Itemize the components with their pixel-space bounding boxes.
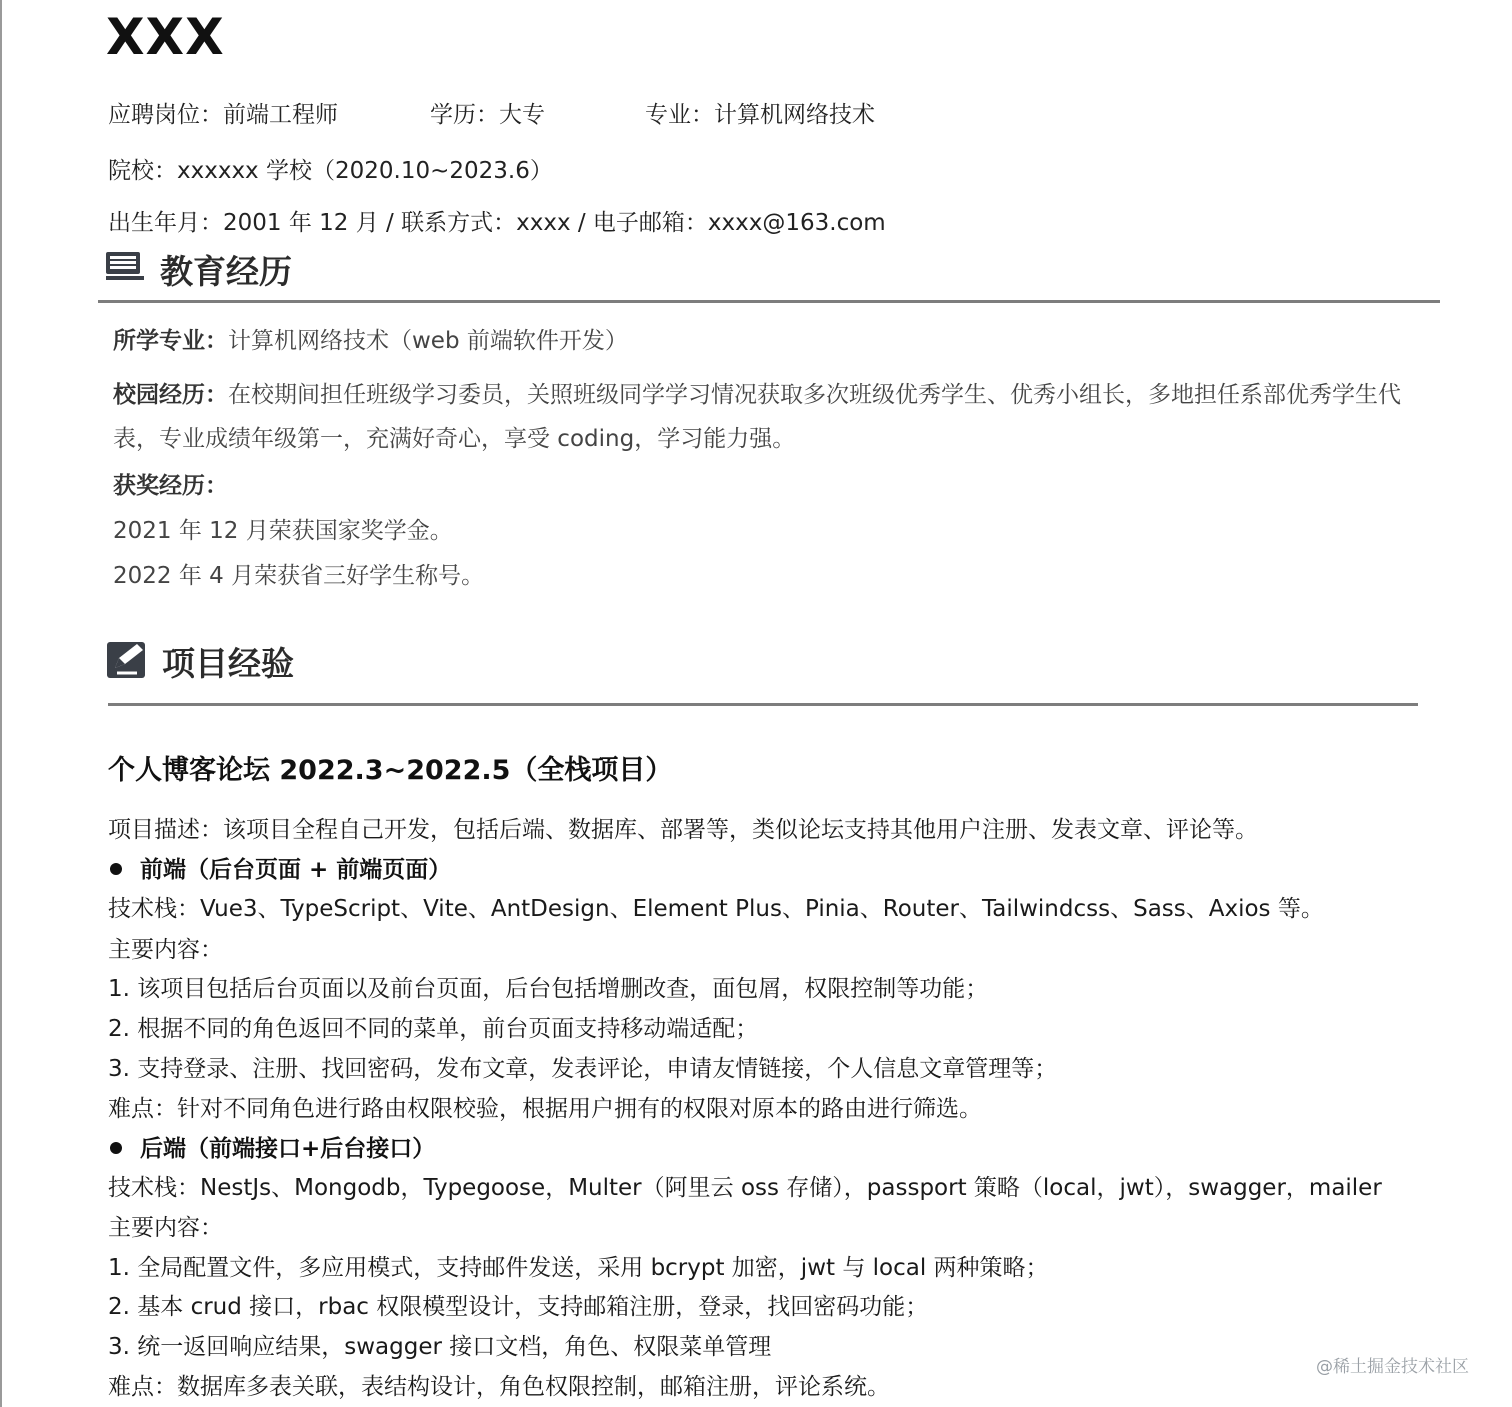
bullet-dot: [110, 1142, 122, 1154]
frontend-item: 1. 该项目包括后台页面以及前台页面，后台包括增删改查，面包屑，权限控制等功能；: [108, 976, 989, 1002]
major-info: 专业：计算机网络技术: [645, 102, 875, 128]
frontend-heading-row: [110, 851, 451, 884]
frontend-content-label: 主要内容：: [108, 937, 223, 963]
projects-section-title: 项目经验: [162, 644, 294, 683]
projects-divider: [108, 703, 1418, 706]
awards-label: 获奖经历：: [113, 473, 228, 499]
book-icon: [106, 250, 144, 282]
campus-line-2: 表，专业成绩年级第一，充满好奇心，享受 coding，学习能力强。: [113, 426, 796, 452]
award-item: 2022 年 4 月荣获省三好学生称号。: [113, 563, 485, 589]
page-edge-line: [0, 0, 2, 1407]
backend-heading-row: [110, 1130, 435, 1163]
frontend-difficulty: 难点：针对不同角色进行路由权限校验，根据用户拥有的权限对原本的路由进行筛选。: [108, 1096, 982, 1122]
contact-info: 出生年月：2001 年 12 月 / 联系方式：xxxx / 电子邮箱：xxxx@163.com: [108, 210, 886, 236]
major-label: 所学专业：: [113, 328, 228, 354]
applied-position: 应聘岗位：前端工程师: [108, 102, 338, 128]
backend-item: 1. 全局配置文件，多应用模式，支持邮件发送，采用 bcrypt 加密，jwt 与 local 两种策略；: [108, 1255, 1049, 1281]
campus-label: 校园经历：: [113, 382, 228, 408]
education-section-title: 教育经历: [160, 252, 292, 291]
campus-experience-row: [113, 376, 1401, 409]
frontend-item: 2. 根据不同的角色返回不同的菜单，前台页面支持移动端适配；: [108, 1016, 759, 1042]
campus-line-1: 在校期间担任班级学习委员，关照班级同学学习情况获取多次班级优秀学生、优秀小组长，多地担任系部优秀学生代: [228, 382, 1401, 408]
frontend-heading: 前端（后台页面 + 前端页面）: [140, 857, 452, 883]
education-level: 学历：大专: [430, 102, 545, 128]
backend-stack: 技术栈：NestJs、Mongodb，Typegoose，Multer（阿里云 oss 存储），passport 策略（local，jwt），swagger，mailer: [108, 1175, 1382, 1201]
backend-heading: 后端（前端接口+后台接口）: [140, 1136, 436, 1162]
project-description: 项目描述：该项目全程自己开发，包括后端、数据库、部署等，类似论坛支持其他用户注册、发表文章、评论等。: [108, 817, 1258, 843]
education-divider: [98, 300, 1440, 303]
bullet-dot: [110, 863, 122, 875]
backend-difficulty: 难点：数据库多表关联，表结构设计，角色权限控制，邮箱注册，评论系统。: [108, 1374, 890, 1400]
backend-content-label: 主要内容：: [108, 1215, 223, 1241]
candidate-name: XXX: [106, 8, 225, 66]
frontend-stack: 技术栈：Vue3、TypeScript、Vite、AntDesign、Element Plus、Pinia、Router、Tailwindcss、Sass、Axios 等。: [108, 896, 1324, 922]
edit-icon: [107, 640, 149, 678]
project-title: 个人博客论坛 2022.3~2022.5（全栈项目）: [108, 755, 673, 786]
award-item: 2021 年 12 月荣获国家奖学金。: [113, 518, 453, 544]
watermark-text: @稀土掘金技术社区: [1316, 1357, 1469, 1377]
education-major-row: [113, 322, 628, 355]
school-info: 院校：xxxxxx 学校（2020.10~2023.6）: [108, 158, 553, 184]
major-value: 计算机网络技术（web 前端软件开发）: [228, 328, 628, 354]
backend-item: 2. 基本 crud 接口，rbac 权限模型设计，支持邮箱注册，登录，找回密码功能；: [108, 1294, 929, 1320]
backend-item: 3. 统一返回响应结果，swagger 接口文档，角色、权限菜单管理: [108, 1334, 772, 1360]
frontend-item: 3. 支持登录、注册、找回密码，发布文章，发表评论，申请友情链接，个人信息文章管理等；: [108, 1056, 1058, 1082]
